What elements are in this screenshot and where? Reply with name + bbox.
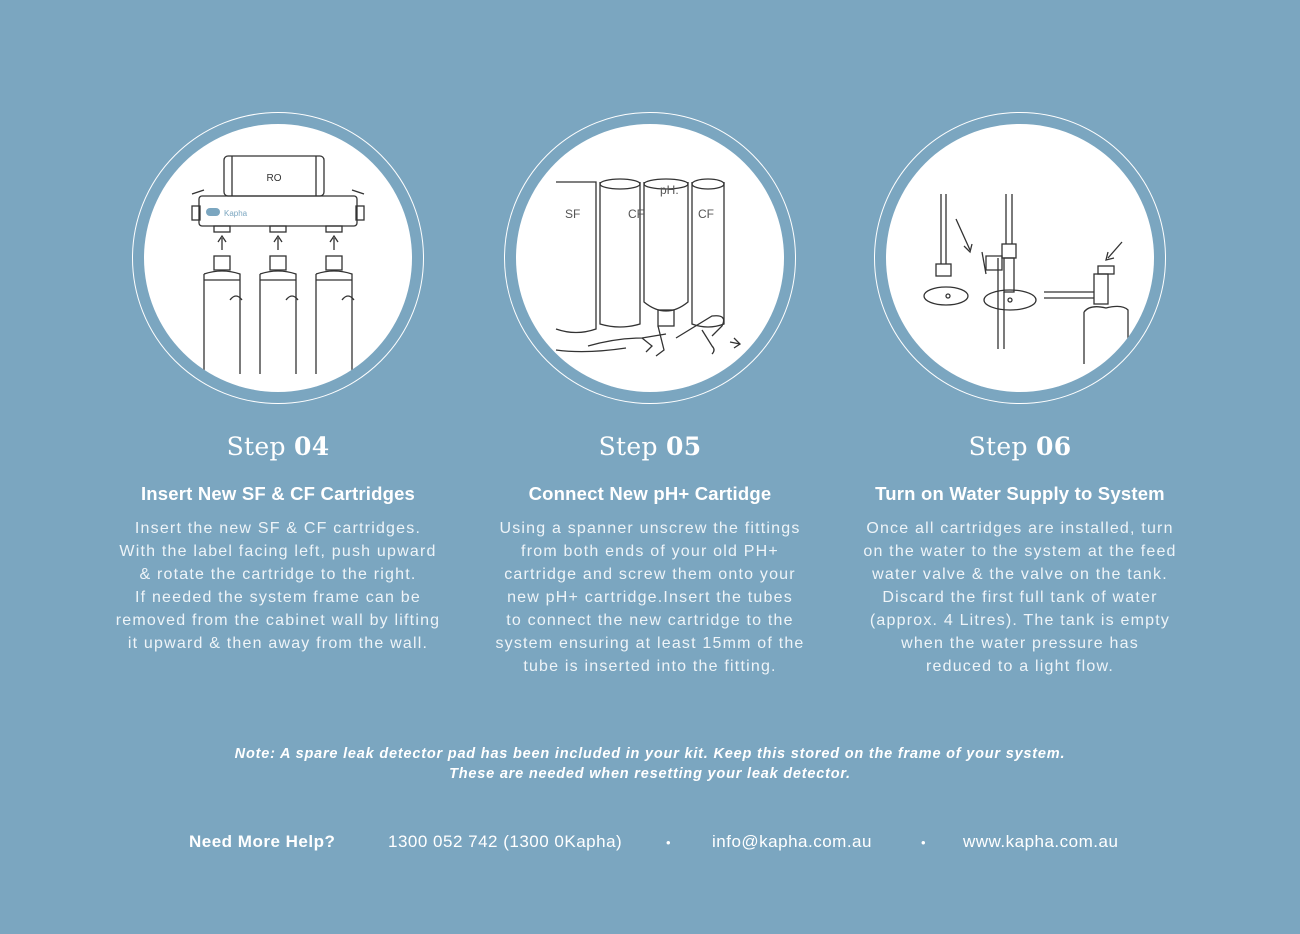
sf-label: SF [565,207,581,221]
step-05-body: Using a spanner unscrew the fittings from both ends of your old PH+ cartridge and screw them onto your new pH+ cartridge.Insert the tubes to connect the new cartridge to the system ensuring at least 15mm of the tube is inserted into the fitting. [495,520,805,675]
step-06-body: Once all cartridges are installed, turn on the water to the system at the feed water valve & the valve on the tank. Discard the first full tank of water (approx. 4 Litres). The tank is empty when the water pressure has reduced to a light flow. [863,520,1177,675]
brand-label: Kapha [224,209,248,218]
step-number: 05 [666,432,702,461]
step-word: Step [598,432,658,461]
step-05 [460,112,840,678]
step-word: Step [968,432,1028,461]
step-04-title [88,432,468,461]
separator-dot: • [666,835,672,850]
step-05-illustration-ring [504,112,796,404]
cf2-label: CF [698,207,714,221]
step-number: 06 [1036,432,1072,461]
step-06-heading: Turn on Water Supply to System [875,483,1165,504]
website-link[interactable]: www.kapha.com.au [963,832,1119,851]
separator-dot: • [921,835,927,850]
water-supply-illustration [886,124,1154,392]
step-04-heading: Insert New SF & CF Cartridges [140,483,416,504]
cf-label: CF [628,207,644,221]
ph-cartridge-illustration [516,124,784,392]
step-06-title [830,432,1210,461]
step-06-illustration [886,124,1154,392]
phone-number[interactable]: 1300 052 742 (1300 0Kapha) [388,832,623,851]
step-04-illustration-ring [132,112,424,404]
step-05-title [460,432,840,461]
step-04 [88,112,468,655]
step-05-illustration [516,124,784,392]
help-label: Need More Help? [189,832,336,851]
step-06 [830,112,1210,678]
cartridge-insert-illustration [144,124,412,392]
step-number: 04 [294,432,330,461]
help-footer [0,832,1300,856]
ph-label: pH. [660,183,679,197]
step-05-heading: Connect New pH+ Cartidge [528,483,772,504]
step-06-illustration-ring [874,112,1166,404]
leak-detector-note: Note: A spare leak detector pad has been included in your kit. Keep this stored on the frame of your system. These are needed when resetting your leak detector. [234,746,1066,782]
ro-label: RO [266,173,282,184]
step-04-body: Insert the new SF & CF cartridges. With the label facing left, push upward & rotate the cartridge to the right. If needed the system frame can be removed from the cabinet wall by lifting it upward & then away from the wall. [115,520,441,652]
email-link[interactable]: info@kapha.com.au [712,832,872,851]
step-04-illustration [144,124,412,392]
step-word: Step [226,432,286,461]
